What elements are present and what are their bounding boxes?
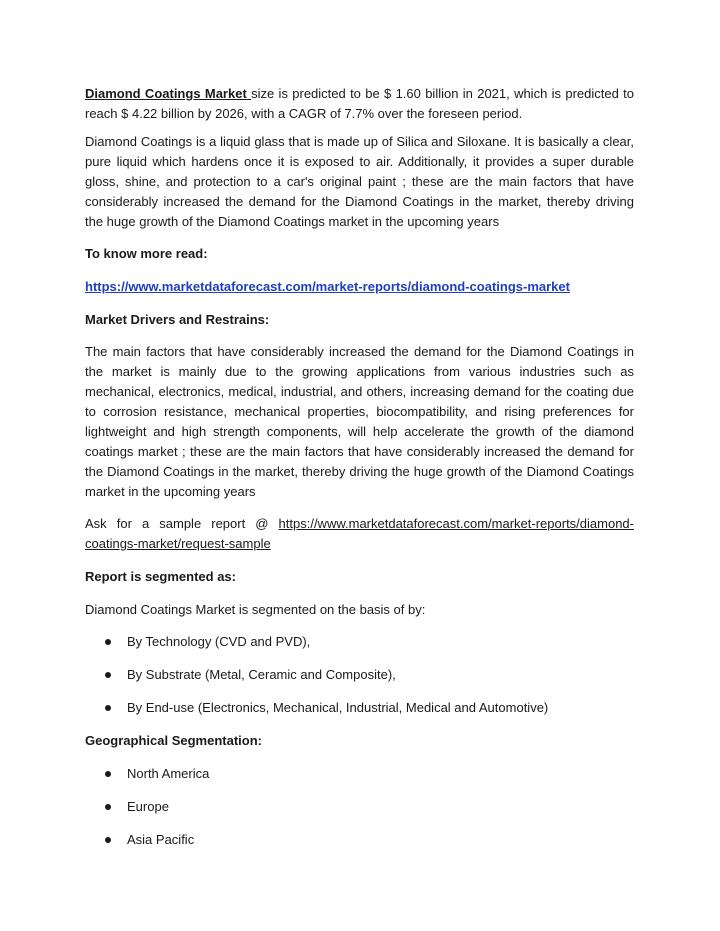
list-item-text: By Substrate (Metal, Ceramic and Composite), [127,667,396,682]
list-item [85,797,634,817]
know-more-heading: To know more read: [85,246,208,261]
list-item [85,830,634,850]
bullet-icon [105,639,111,645]
bullet-icon [105,705,111,711]
list-item-text: Asia Pacific [127,832,195,847]
list-item-text: Europe [127,799,169,814]
description-paragraph: Diamond Coatings is a liquid glass that is made up of Silica and Siloxane. It is basically a clear, pure liquid which hardens once it is exposed to air. Additionally, it provides a super durable gloss, shine, and protection to a car's original paint ; these are the main factors that have considerably increased the demand for the Diamond Coatings in the market, thereby driving the huge growth of the Diamond Coatings market in the upcoming years [85,134,634,229]
bullet-icon [105,672,111,678]
sample-paragraph [85,514,634,554]
intro-paragraph [85,84,634,124]
list-item-text: North America [127,766,210,781]
bullet-icon [105,804,111,810]
bullet-icon [105,771,111,777]
segmentation-list [85,632,634,718]
document-page [85,84,634,863]
geography-heading: Geographical Segmentation: [85,733,262,748]
list-item [85,698,634,718]
segmentation-intro: Diamond Coatings Market is segmented on the basis of by: [85,602,426,617]
drivers-heading: Market Drivers and Restrains: [85,312,270,327]
market-title-link[interactable]: Diamond Coatings Market [85,86,252,101]
sample-request-link[interactable]: https://www.marketdataforecast.com/market-reports/diamond-coatings-market/request-sample [85,516,634,551]
bullet-icon [105,837,111,843]
sample-label: Ask for a sample report @ [85,516,279,531]
list-item [85,632,634,652]
report-link[interactable]: https://www.marketdataforecast.com/market-reports/diamond-coatings-market [85,279,570,294]
list-item-text: By End-use (Electronics, Mechanical, Industrial, Medical and Automotive) [127,700,549,715]
segmentation-heading: Report is segmented as: [85,569,236,584]
list-item [85,665,634,685]
list-item [85,764,634,784]
geography-list [85,764,634,850]
drivers-paragraph: The main factors that have considerably increased the demand for the Diamond Coatings in the market is mainly due to the growing applications from various industries such as mechanical, electronics, medical, industrial, and others, increasing demand for the coating due to corrosion resistance, mechanical properties, biocompatibility, and rising preferences for lightweight and high strength components, will help accelerate the growth of the diamond coatings market ; these are the main factors that have considerably increased the demand for the Diamond Coatings in the market, thereby driving the huge growth of the Diamond Coatings market in the upcoming years [85,344,634,499]
intro-text: size is predicted to be $ 1.60 billion in 2021, which is predicted to reach $ 4.22 billion by 2026, with a CAGR of 7.7% over the foreseen period. [85,86,634,121]
list-item-text: By Technology (CVD and PVD), [127,634,311,649]
main-link-paragraph [85,277,634,297]
